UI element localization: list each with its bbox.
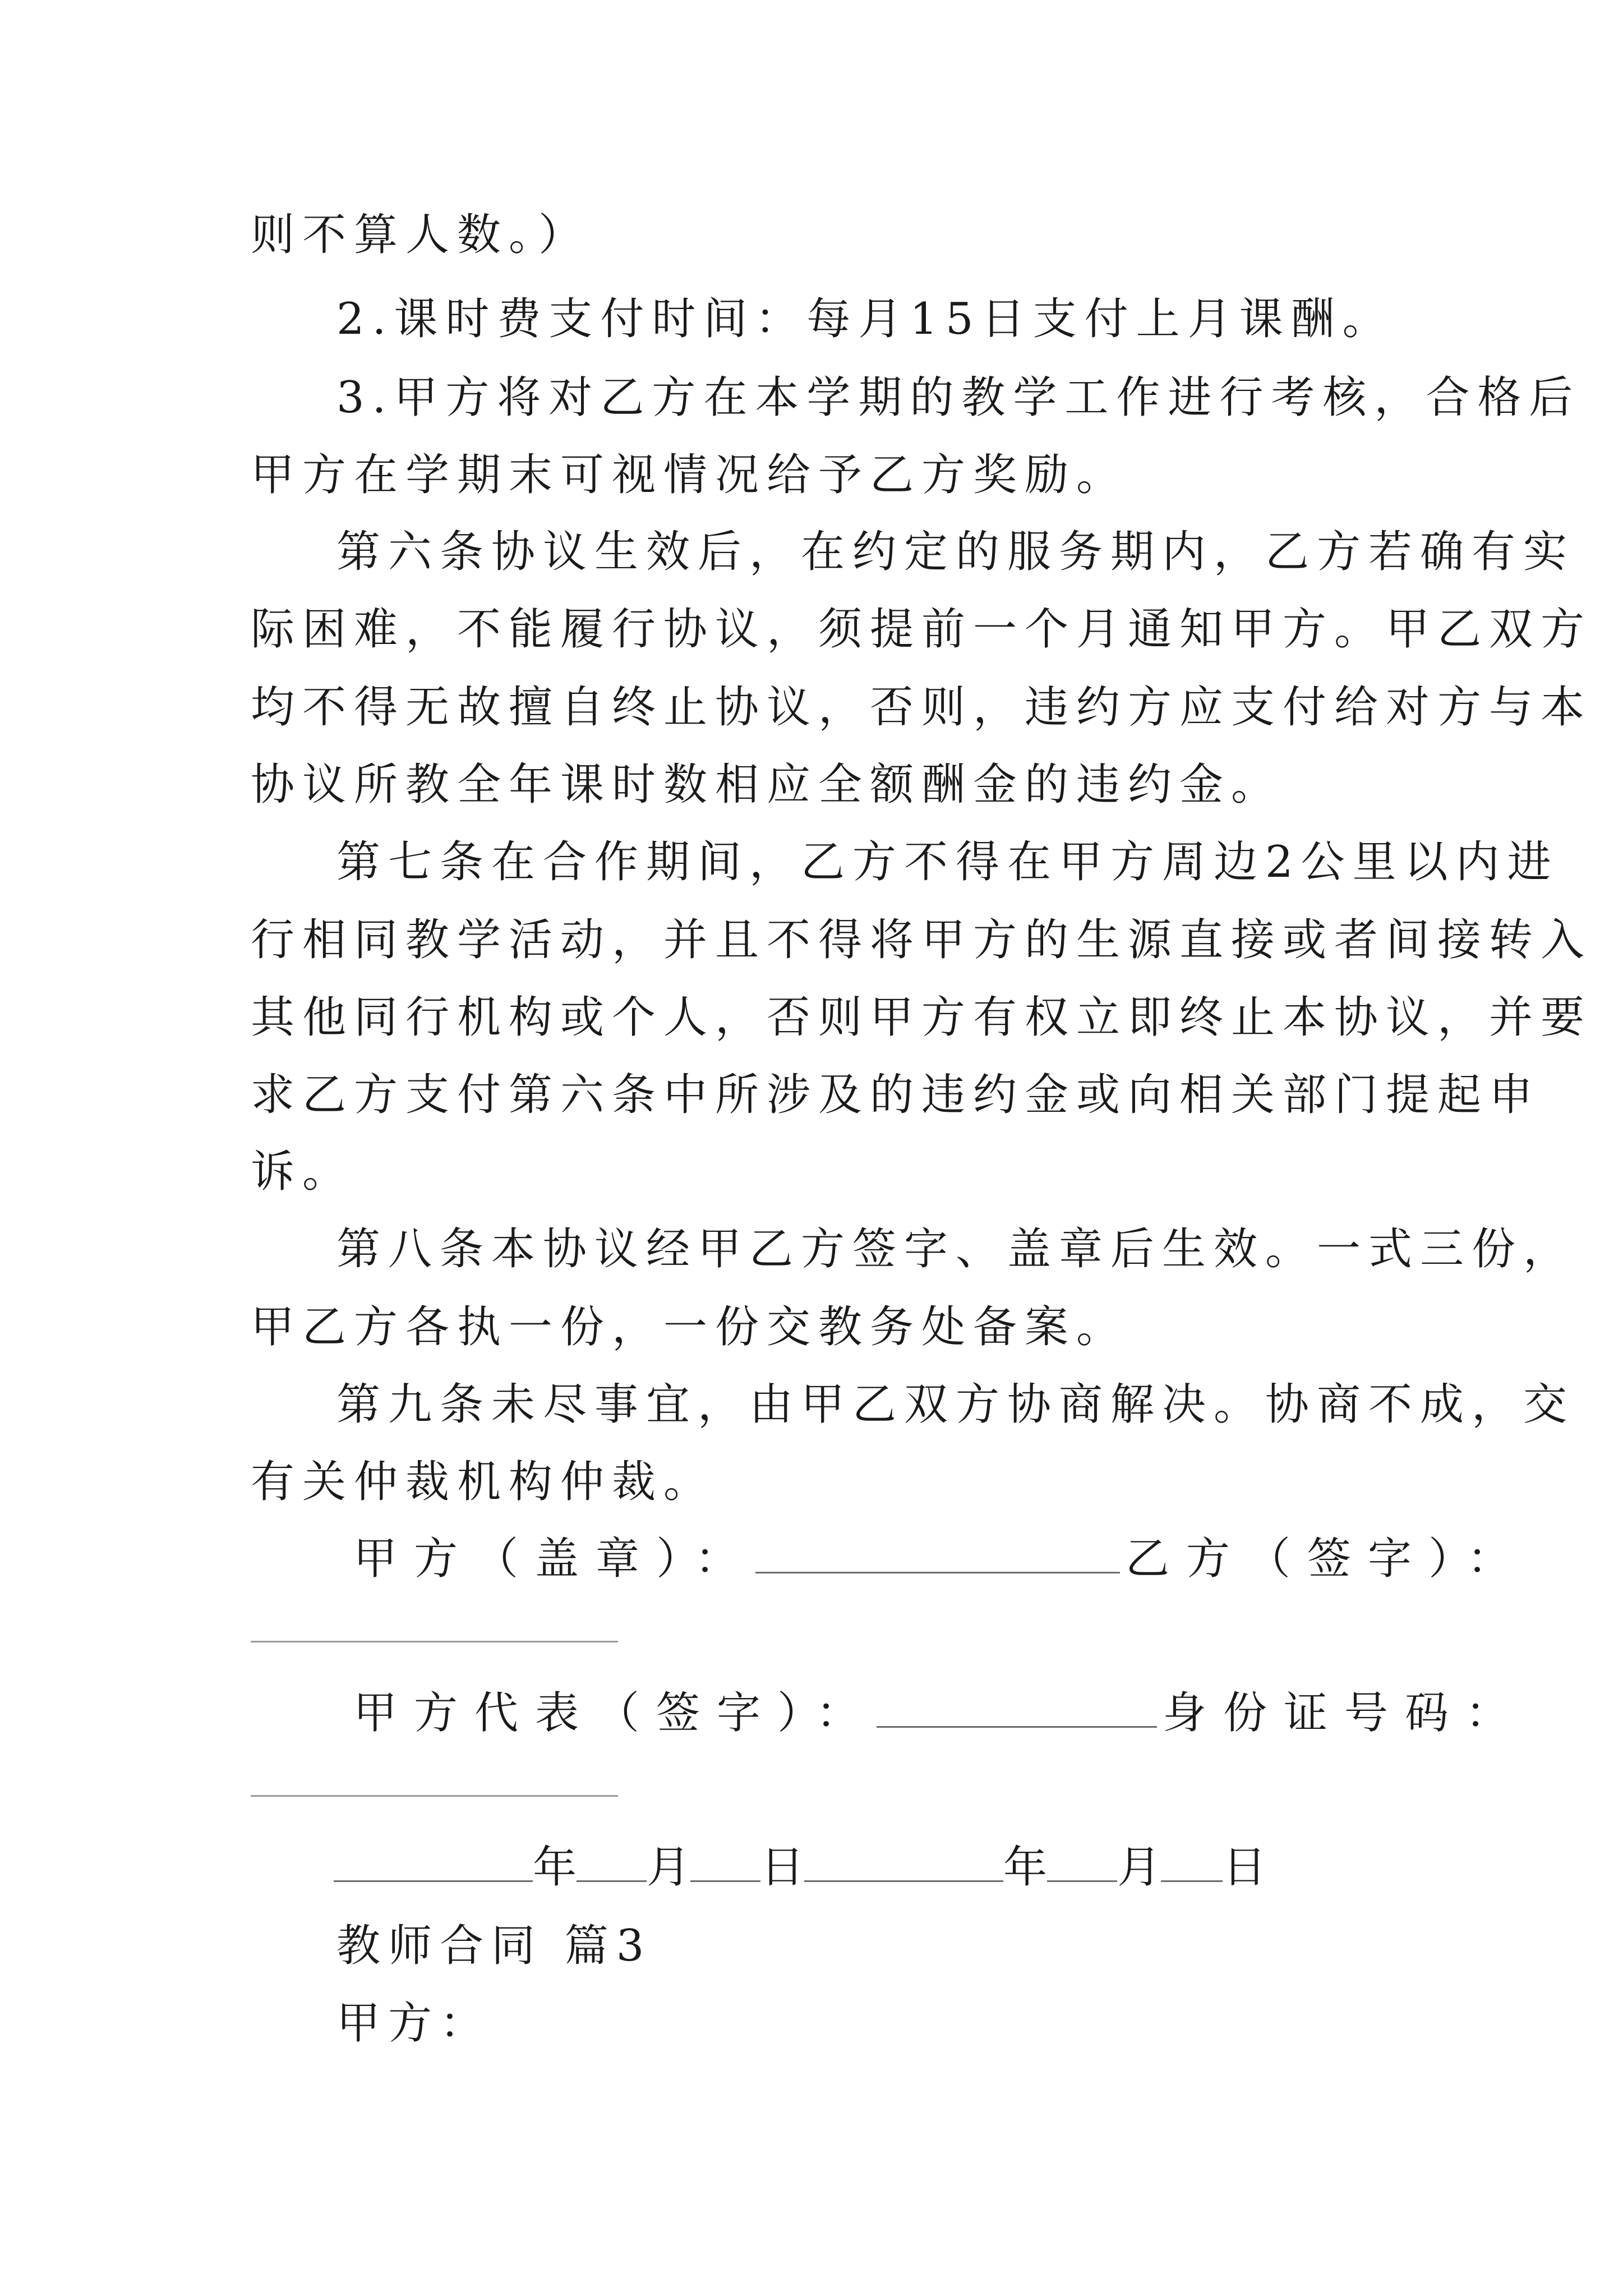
paragraph-line: 第七条在合作期间，乙方不得在甲方周边2公里以内进 [336, 837, 1559, 887]
party-a-rep-blank[interactable] [877, 1726, 1157, 1728]
signature-row-2 [353, 1688, 1527, 1738]
day-label-b: 日 [1223, 1842, 1267, 1893]
paragraph-line: 均不得无故擅自终止协议，否则，违约方应支付给对方与本 [251, 682, 1593, 733]
paragraph-line: 其他同行机构或个人，否则甲方有权立即终止本协议，并要 [251, 992, 1593, 1043]
paragraph-line: 甲方在学期末可视情况给予乙方奖励。 [251, 450, 1128, 500]
party-b-sign-label: 乙方（签字）： [1126, 1534, 1528, 1584]
day-blank-b[interactable] [1161, 1880, 1223, 1882]
paragraph-line: 协议所教全年课时数相应全额酬金的违约金。 [251, 760, 1283, 810]
date-row [334, 1842, 1267, 1893]
id-number-blank[interactable] [251, 1795, 618, 1797]
year-blank-a[interactable] [334, 1880, 533, 1882]
party-a-rep-label: 甲方代表（签字）： [353, 1688, 877, 1738]
paragraph-line: 际困难，不能履行协议，须提前一个月通知甲方。甲乙双方 [251, 604, 1593, 655]
party-b-sign-blank[interactable] [251, 1641, 618, 1642]
paragraph-line: 则不算人数。） [251, 210, 591, 260]
paragraph-line: 甲乙方各执一份，一份交教务处备案。 [251, 1302, 1128, 1352]
year-label-b: 年 [1003, 1842, 1048, 1893]
paragraph-line: 第九条未尽事宜，由甲乙双方协商解决。协商不成，交 [336, 1379, 1575, 1430]
paragraph-line: 第六条协议生效后，在约定的服务期内，乙方若确有实 [336, 527, 1575, 577]
paragraph-line: 3.甲方将对乙方在本学期的教学工作进行考核，合格后 [336, 372, 1581, 423]
party-a-seal-label: 甲方（盖章）： [353, 1534, 756, 1584]
day-label-a: 日 [760, 1842, 805, 1893]
paragraph-line: 求乙方支付第六条中所涉及的违约金或向相关部门提起申 [251, 1070, 1541, 1120]
year-blank-b[interactable] [804, 1880, 1003, 1882]
year-label-a: 年 [533, 1842, 577, 1893]
paragraph-line: 行相同教学活动，并且不得将甲方的生源直接或者间接转入 [251, 915, 1593, 965]
day-blank-a[interactable] [690, 1880, 760, 1882]
month-blank-b[interactable] [1047, 1880, 1117, 1882]
month-label-b: 月 [1117, 1842, 1161, 1893]
section-title: 教师合同 篇3 [336, 1921, 652, 1971]
party-a-label: 甲方： [336, 1998, 492, 2049]
paragraph-line: 第八条本协议经甲乙方签字、盖章后生效。一式三份， [336, 1224, 1575, 1274]
month-blank-a[interactable] [577, 1880, 647, 1882]
party-a-seal-blank[interactable] [755, 1571, 1120, 1573]
paragraph-line: 诉。 [251, 1147, 354, 1197]
id-number-label: 身份证号码： [1163, 1688, 1527, 1738]
paragraph-line: 2.课时费支付时间：每月15日支付上月课酬。 [336, 294, 1394, 344]
month-label-a: 月 [647, 1842, 691, 1893]
signature-row-1 [353, 1534, 1528, 1584]
paragraph-line: 有关仲裁机构仲裁。 [251, 1457, 716, 1507]
